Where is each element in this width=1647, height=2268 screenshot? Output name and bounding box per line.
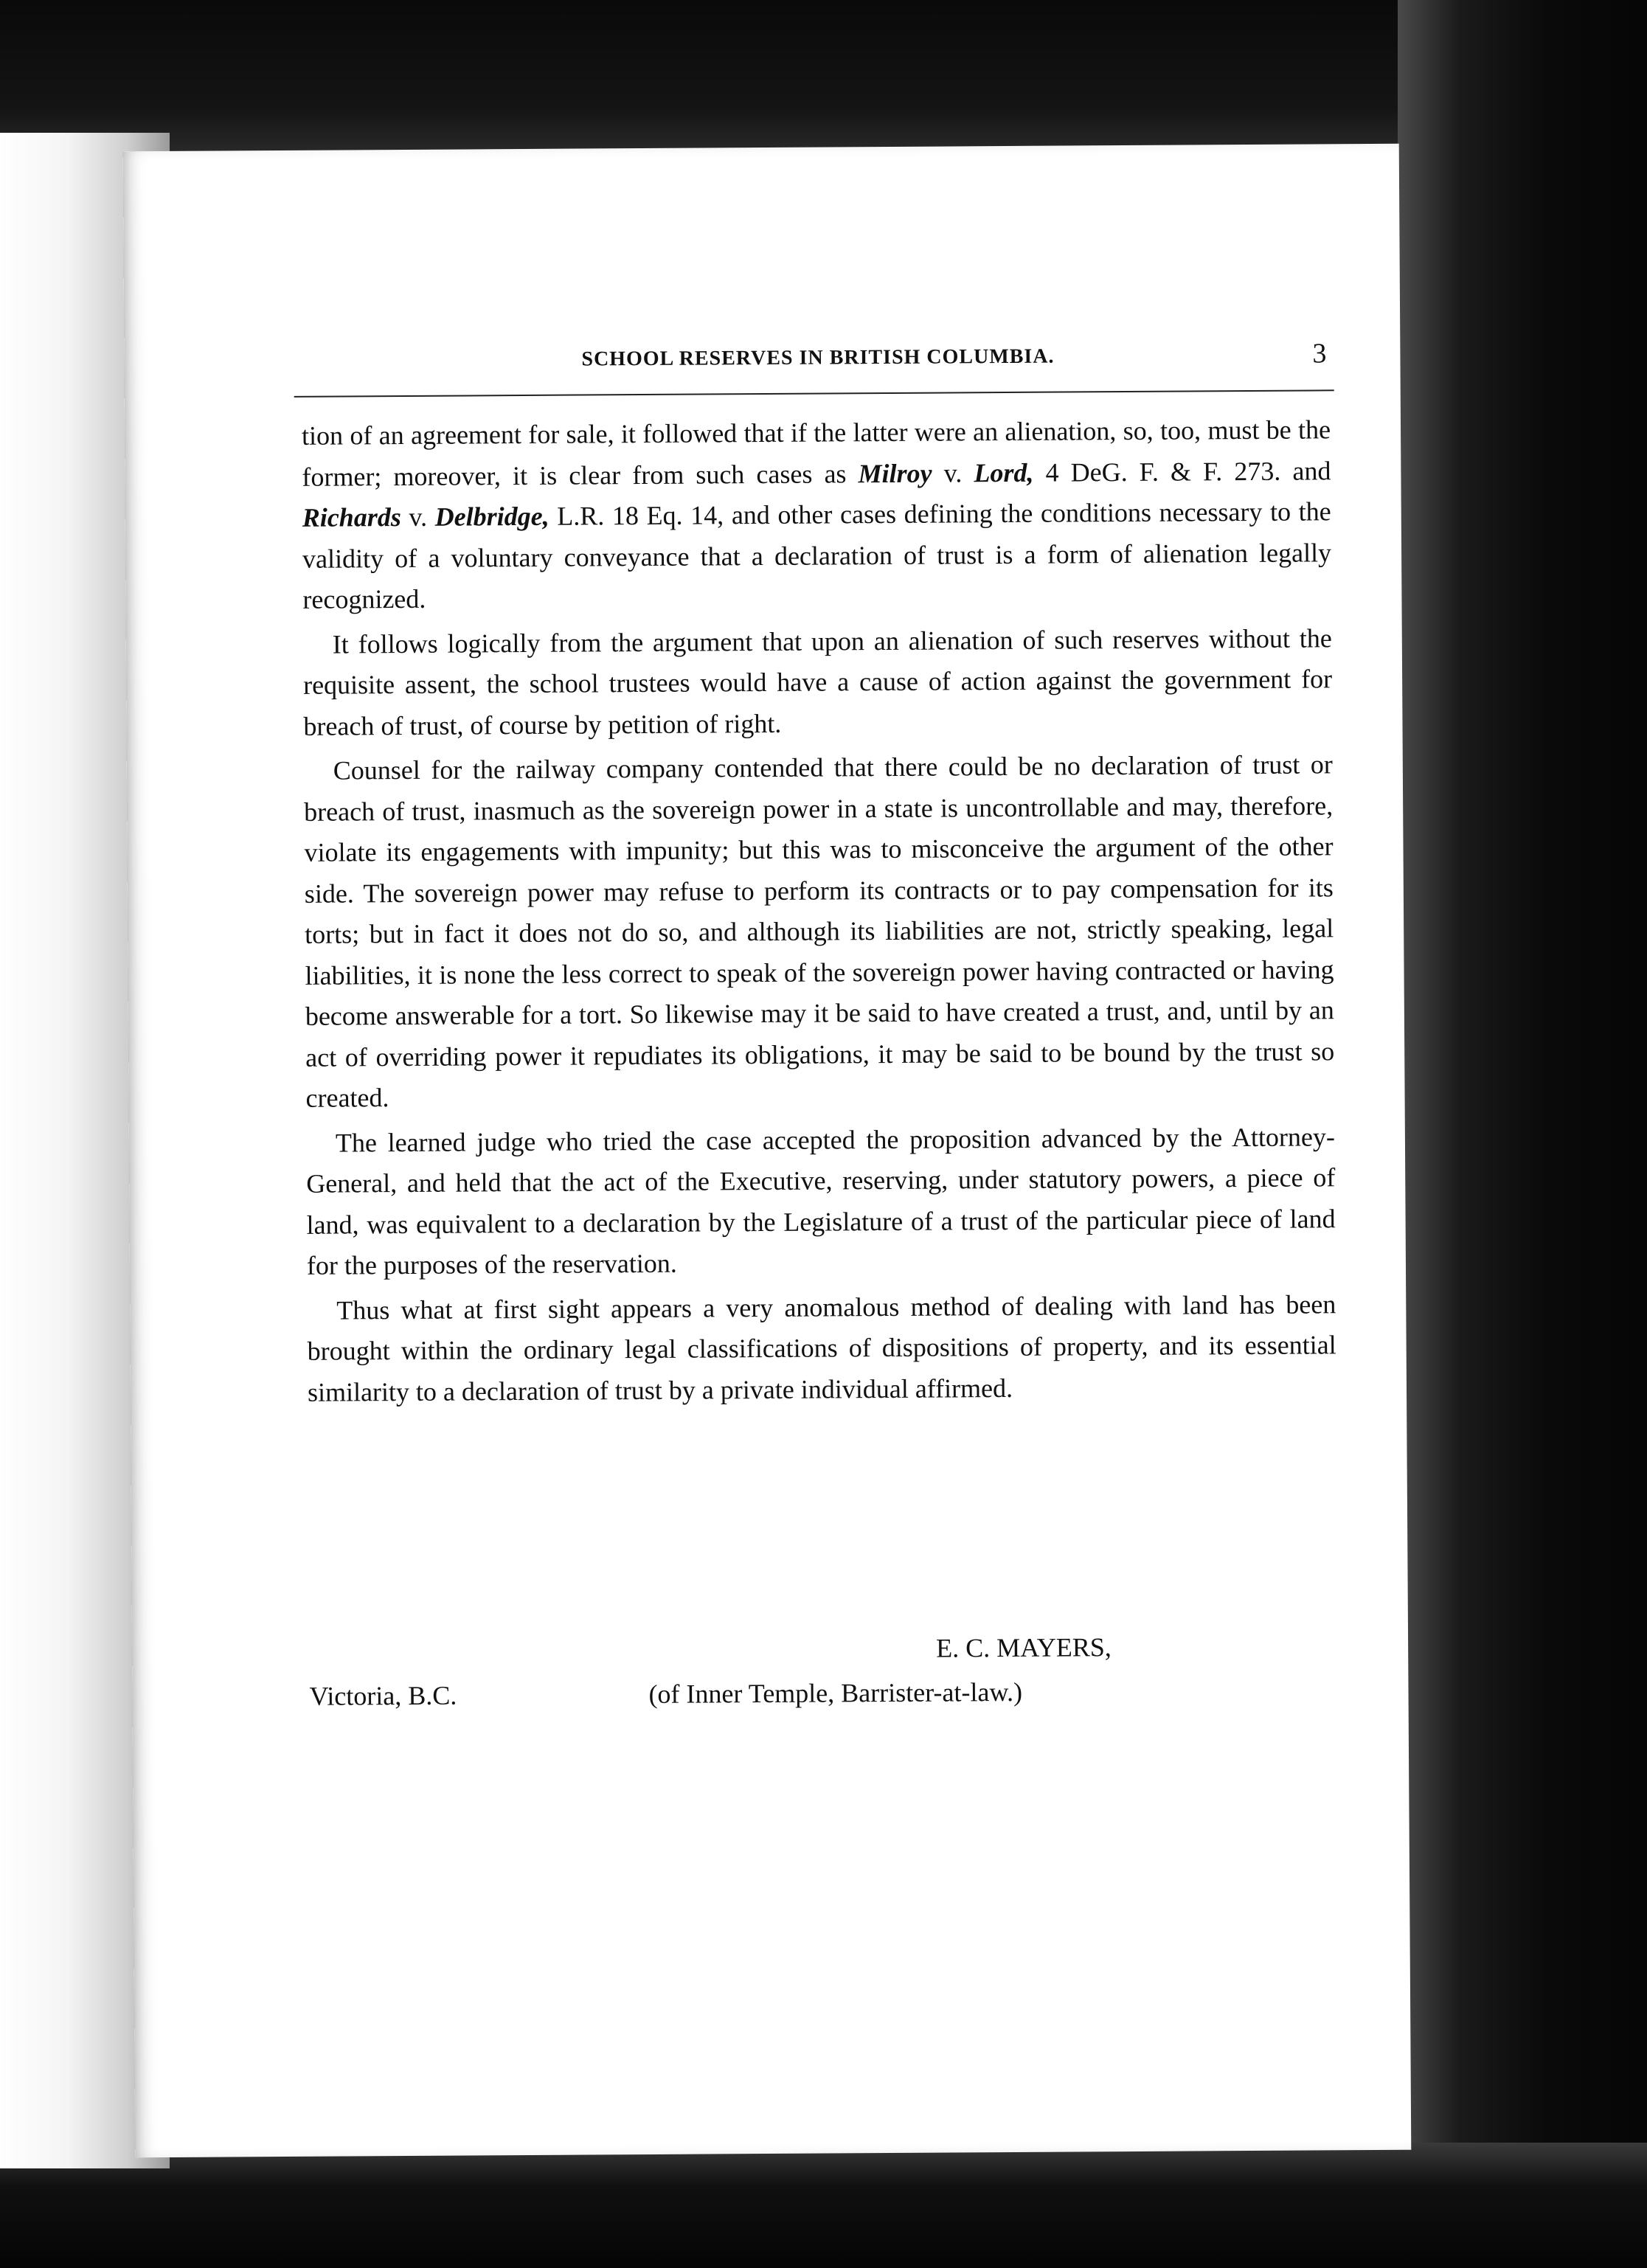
body-text — [302, 409, 1336, 1416]
case-name: Richards — [302, 502, 401, 533]
scan-border-right — [1398, 0, 1647, 2268]
text-run: v. — [932, 457, 974, 488]
text-run: 4 DeG. F. & F. 273. and — [1033, 455, 1331, 488]
paragraph: It follows logically from the argument that upon an alienation of such reserves without the requisite assent, the school trustees would have a cause of action against the government for breach of trust, of course by petition of right. — [303, 623, 1333, 741]
signature-block — [309, 1630, 1339, 1725]
paper-sheet — [123, 144, 1412, 2158]
text-run: v. — [401, 502, 435, 533]
author-name: E. C. MAYERS, — [936, 1632, 1112, 1663]
author-affiliation: (of Inner Temple, Barrister-at-law.) — [648, 1676, 1023, 1709]
page-header — [301, 338, 1327, 393]
paragraph: Counsel for the railway company contended that there could be no declaration of trust or breach of trust, inasmuch as the sovereign power in a state is uncontrollable and may, therefore, violate its engagements with impunity; but this was to misconceive the argument of the other side. The sovereign power may refuse to perform its contracts or to pay compensation for its torts; but in fact it does not do so, and although its liabilities are not, strictly speaking, legal liabilities, it is none the less correct to speak of the sovereign power having contracted or having become answerable for a tort. So likewise may it be said to have created a trust, and, until by an act of overriding power it repudiates its obligations, it may be said to be bound by the trust so created. — [304, 749, 1335, 1113]
paragraph — [302, 409, 1332, 620]
case-name: Milroy — [858, 458, 932, 488]
author-place: Victoria, B.C. — [309, 1680, 457, 1711]
running-head: SCHOOL RESERVES IN BRITISH COLUMBIA. — [581, 344, 1055, 371]
case-name: Delbridge, — [434, 501, 549, 532]
scan-border-bottom — [0, 2143, 1647, 2268]
paragraph: The learned judge who tried the case accepted the proposition advanced by the Attorney-General, and held that the act of the Executive, reserving, under statutory powers, a piece of land, was equivalent to a declaration by the Legislature of a trust of the particular piece of land for the purposes of the reservation. — [306, 1121, 1336, 1280]
case-name: Lord, — [974, 457, 1034, 488]
paragraph: Thus what at first sight appears a very anomalous method of dealing with land has been brought within the ordinary legal classifications of dispositions of property, and its essential similarity to a declaration of trust by a private individual affirmed. — [307, 1289, 1336, 1407]
page-number: 3 — [1312, 338, 1327, 370]
text-run: tion of an agreement for sale, it followed that if the latter were an alienation, so, too, must be the former; moreover, it is clear from such cases as — [301, 415, 1331, 492]
text-run: L.R. 18 Eq. 14, and other cases defining the conditions necessary to the validity of a voluntary conveyance that a declaration of trust is a form of alienation legally recognized. — [302, 496, 1332, 614]
